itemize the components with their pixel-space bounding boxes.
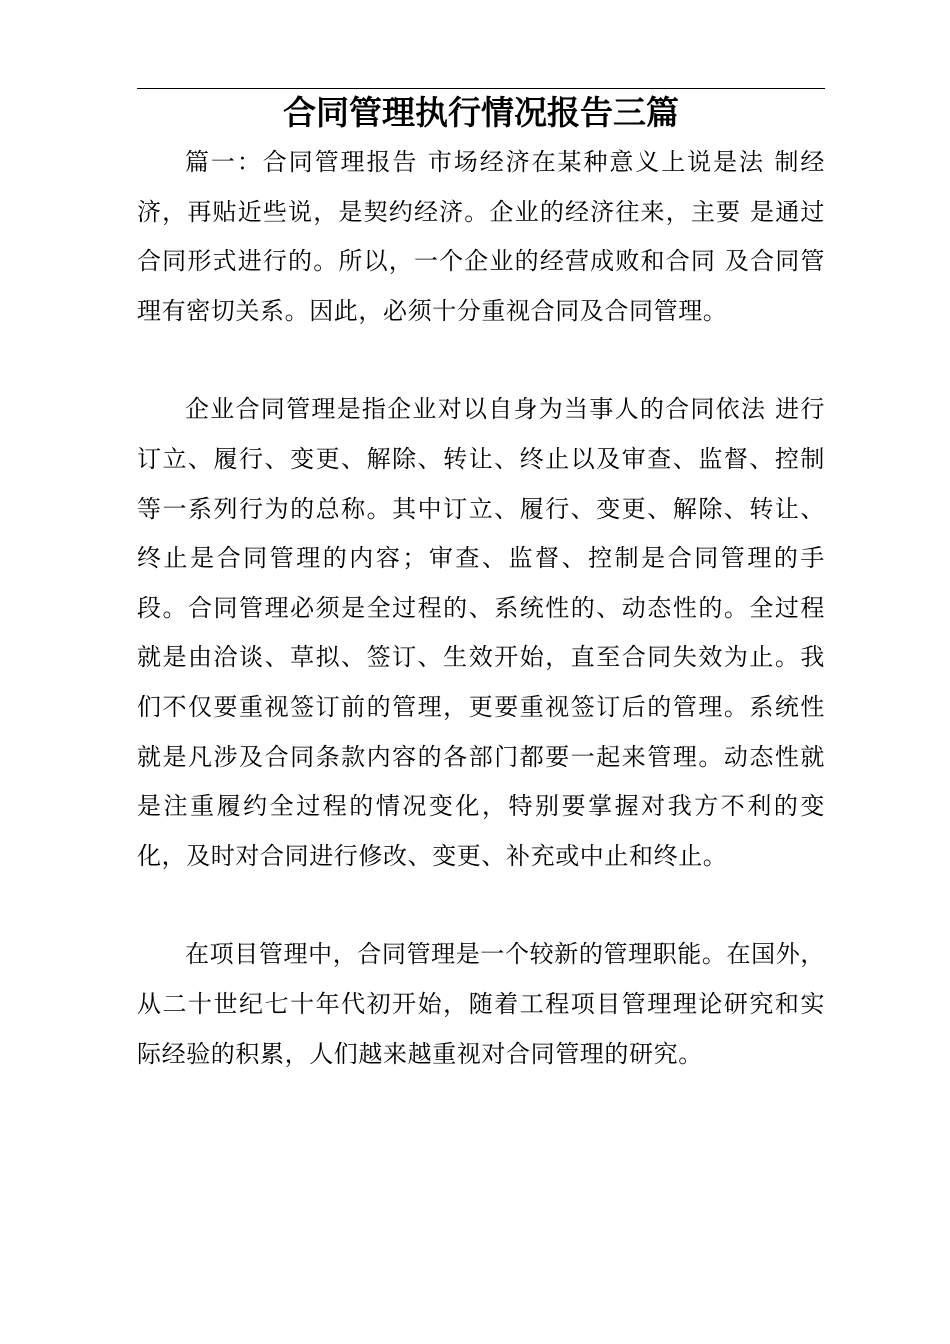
paragraph-1: 篇一：合同管理报告 市场经济在某种意义上说是法 制经济，再贴近些说，是契约经济。企业的经济往来，主要 是通过合同形式进行的。所以，一个企业的经营成败和合同 及合同管理有密切关系。因此，必须十分重视合同及合同管理。 <box>137 148 825 325</box>
header-rule <box>137 88 825 89</box>
paragraph-2: 企业合同管理是指企业对以自身为当事人的合同依法 进行订立、履行、变更、解除、转让、终止以及审查、监督、控制等一系列行为的总称。其中订立、履行、变更、解除、转让、终止是合同管理的内容；审查、监督、控制是合同管理的手段。合同管理必须是全过程的、系统性的、动态性的。全过程就是由洽谈、草拟、签订、生效开始，直至合同失效为止。我们不仅要重视签订前的管理，更要重视签订后的管理。系统性就是凡涉及合同条款内容的各部门都要一起来管理。动态性就是注重履约全过程的情况变化，特别要掌握对我方不利的变化，及时对合同进行修改、变更、补充或中止和终止。 <box>137 395 825 870</box>
document-body <box>137 138 825 1079</box>
paragraph-3: 在项目管理中，合同管理是一个较新的管理职能。在国外，从二十世纪七十年代初开始，随着工程项目管理理论研究和实际经验的积累，人们越来越重视对合同管理的研究。 <box>137 940 825 1068</box>
document-title: 合同管理执行情况报告三篇 <box>283 93 679 132</box>
